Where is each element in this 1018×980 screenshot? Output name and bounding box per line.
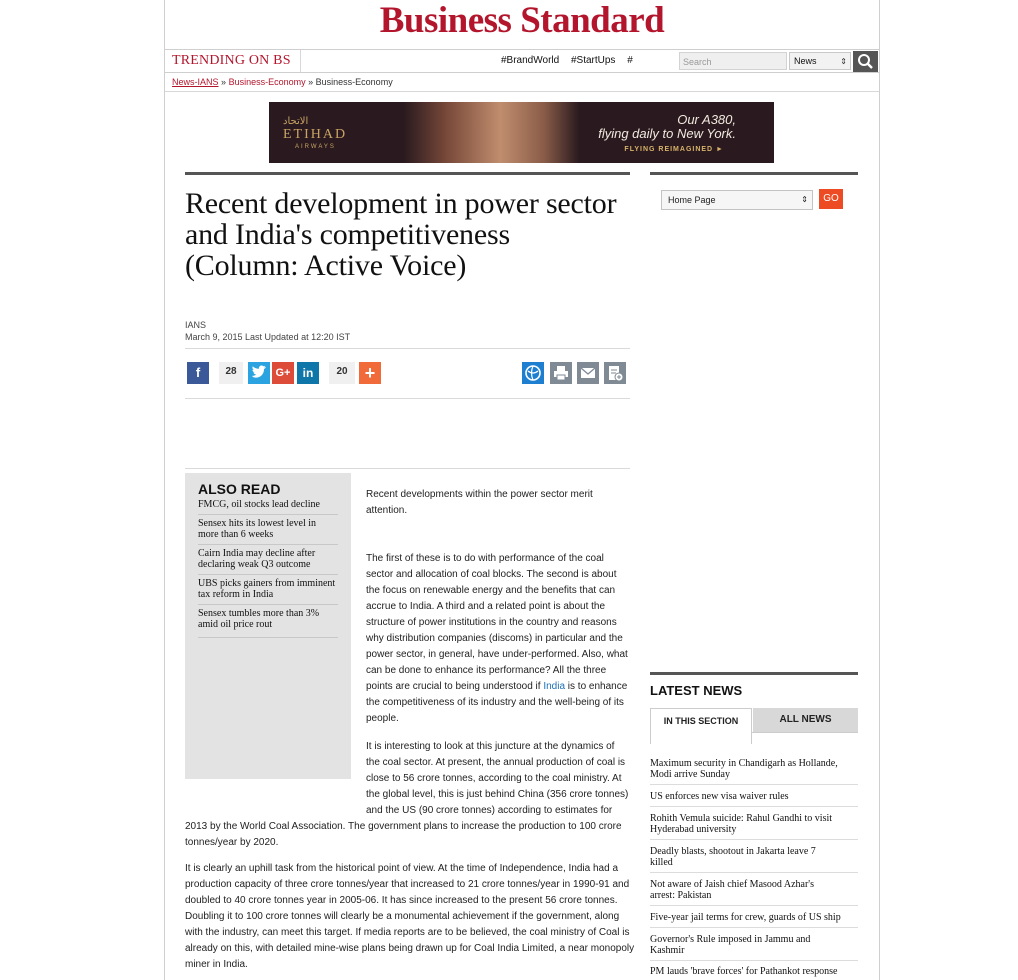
article-paragraph xyxy=(366,551,631,727)
print-button[interactable] xyxy=(550,362,572,384)
divider xyxy=(165,91,879,92)
email-button[interactable] xyxy=(577,362,599,384)
india-link[interactable]: India xyxy=(543,681,566,692)
tab-in-this-section[interactable]: IN THIS SECTION xyxy=(650,708,752,744)
news-item[interactable]: Deadly blasts, shootout in Jakarta leave 7 killed xyxy=(650,846,816,868)
ad-image xyxy=(404,102,579,163)
also-read-box xyxy=(185,473,351,779)
trending-label[interactable]: TRENDING ON BS xyxy=(172,53,291,68)
article-date: March 9, 2015 Last Updated at 12:20 IST xyxy=(185,332,351,342)
mail-icon xyxy=(577,362,599,384)
divider xyxy=(185,348,630,349)
news-item[interactable]: Five-year jail terms for crew, guards of US ship xyxy=(650,912,841,923)
also-read-item[interactable]: Sensex hits its lowest level in more than 6 weeks xyxy=(198,518,317,540)
print-icon xyxy=(550,362,572,384)
divider xyxy=(300,50,301,72)
breadcrumb-news-ians[interactable]: News-IANS xyxy=(172,77,219,87)
translate-button[interactable] xyxy=(522,362,544,384)
linkedin-share-count: 20 xyxy=(329,362,355,384)
search-scope-value: News xyxy=(794,56,817,66)
ad-brand: ETIHAD xyxy=(283,127,348,142)
masthead xyxy=(165,0,879,48)
tag-startups[interactable]: #StartUps xyxy=(570,55,616,66)
plus-icon: + xyxy=(364,363,376,383)
article-paragraph: 2013 by the World Coal Association. The government plans to increase the production to 100 crore tonnes/year by 2020. xyxy=(185,821,622,848)
twitter-share-button[interactable] xyxy=(248,362,270,384)
section-select-value: Home Page xyxy=(668,195,716,205)
more-share-button[interactable] xyxy=(359,362,381,384)
paragraph-text: The first of these is to do with performance of the coal sector and allocation of coal blocks. The second is about the focus on renewable energy and the benefits that can accrue to India. A third and a related point is about the structure of power institutions in the country and reasons why distribution companies (discoms) in particular and the power sector, in general, have under-performed. Also, what can be done to enhance its performance? All the three points are crucial to being understood if xyxy=(366,553,628,692)
news-item[interactable]: Governor's Rule imposed in Jammu and Kashmir xyxy=(650,934,811,956)
news-item[interactable]: Maximum security in Chandigarh as Hollande, Modi arrive Sunday xyxy=(650,758,838,780)
divider xyxy=(185,172,630,175)
divider xyxy=(650,172,858,175)
linkedin-icon: in xyxy=(302,366,314,380)
save-article-button[interactable] xyxy=(604,362,626,384)
divider xyxy=(198,637,338,638)
also-read-item[interactable]: FMCG, oil stocks lead decline xyxy=(198,499,320,510)
breadcrumb-separator: » xyxy=(308,77,314,87)
top-navbar xyxy=(165,49,879,73)
ad-banner[interactable] xyxy=(269,102,774,163)
tag-brandworld[interactable]: #BrandWorld xyxy=(501,55,560,66)
also-read-item[interactable]: Sensex tumbles more than 3% amid oil price rout xyxy=(198,608,320,630)
divider xyxy=(650,806,858,807)
divider xyxy=(185,468,630,469)
divider xyxy=(650,839,858,840)
divider xyxy=(198,514,338,515)
facebook-share-button[interactable] xyxy=(187,362,209,384)
breadcrumb-separator: » xyxy=(221,77,227,87)
tag-more[interactable]: # xyxy=(627,55,633,66)
also-read-title: ALSO READ xyxy=(198,481,281,497)
page-container xyxy=(164,0,880,980)
article-author[interactable]: IANS xyxy=(185,320,207,330)
tab-all-news[interactable]: ALL NEWS xyxy=(753,708,858,732)
article-paragraph: It is interesting to look at this juncture at the dynamics of the coal sector. At present, the annual production of coal is close to 56 crore tonnes, according to the coal ministry. At the global level, this is just behind China (356 crore tonnes) and the US (90 crore tonnes) according to estimates for xyxy=(366,741,629,816)
document-add-icon xyxy=(604,362,626,384)
ad-line-2: flying daily to New York. xyxy=(598,126,736,141)
ad-line-3: FLYING REIMAGINED ► xyxy=(624,146,724,153)
search-scope-select[interactable] xyxy=(789,52,851,70)
article-paragraph: It is clearly an uphill task from the historical point of view. At the time of Independence, India had a production capacity of three crore tonnes/year that increased to 21 crore tonnes/year in 1990-91 and doubled to 40 crore tonnes year in 2005-06. It has since increased to the present 56 crore tonnes. Doubling it to 100 crore tonnes will clearly be a monumental achievement if the government, along with the industry, can meet this target. If media reports are to be believed, the coal ministry of Coal is already on this, with detailed mine-wise plans being drawn up for Coal India Limited, a near monopoly miner in India. xyxy=(185,863,635,970)
divider xyxy=(752,732,858,733)
news-item[interactable]: Not aware of Jaish chief Masood Azhar's arrest: Pakistan xyxy=(650,879,814,901)
also-read-item[interactable]: UBS picks gainers from imminent tax reform in India xyxy=(198,578,336,600)
divider xyxy=(650,872,858,873)
breadcrumb-current: Business-Economy xyxy=(315,77,393,87)
paragraph-text: is to enhance the competitiveness of its industry and the well-being of its people. xyxy=(366,681,628,724)
search-input[interactable]: Search xyxy=(679,52,787,70)
twitter-icon xyxy=(248,362,270,384)
search-button[interactable] xyxy=(853,51,878,72)
breadcrumb xyxy=(172,77,393,87)
article-paragraph: Recent developments within the power sector merit attention. xyxy=(366,489,593,516)
ad-brand-arabic: الاتحاد xyxy=(283,116,309,127)
trending-tags xyxy=(501,55,642,66)
site-logo[interactable]: Business Standard xyxy=(379,0,665,41)
divider xyxy=(650,672,858,675)
ad-brand-sub: AIRWAYS xyxy=(295,144,336,150)
updown-arrow-icon: ⇕ xyxy=(840,57,847,66)
divider xyxy=(650,927,858,928)
section-select[interactable] xyxy=(661,190,813,210)
go-button[interactable]: GO xyxy=(819,189,843,209)
divider xyxy=(198,574,338,575)
linkedin-share-button[interactable] xyxy=(297,362,319,384)
facebook-share-count: 28 xyxy=(219,362,243,384)
breadcrumb-business-economy[interactable]: Business-Economy xyxy=(228,77,306,87)
divider xyxy=(198,604,338,605)
divider xyxy=(185,398,630,399)
updown-arrow-icon: ⇕ xyxy=(801,195,808,204)
google-plus-share-button[interactable] xyxy=(272,362,294,384)
google-plus-icon: G+ xyxy=(275,367,291,379)
news-item[interactable]: PM lauds 'brave forces' for Pathankot response xyxy=(650,966,838,977)
globe-icon xyxy=(522,362,544,384)
ad-line-1: Our A380, xyxy=(677,112,736,127)
divider xyxy=(650,960,858,961)
facebook-icon: f xyxy=(195,365,201,380)
news-item[interactable]: Rohith Vemula suicide: Rahul Gandhi to visit Hyderabad university xyxy=(650,813,833,835)
news-item[interactable]: US enforces new visa waiver rules xyxy=(650,791,789,802)
divider xyxy=(198,544,338,545)
article-headline: Recent development in power sector and India's competitiveness (Column: Active Voice) xyxy=(185,187,617,282)
latest-news-title: LATEST NEWS xyxy=(650,683,743,698)
search-icon xyxy=(853,51,878,72)
also-read-item[interactable]: Cairn India may decline after declaring weak Q3 outcome xyxy=(198,548,316,570)
divider xyxy=(650,905,858,906)
divider xyxy=(650,784,858,785)
